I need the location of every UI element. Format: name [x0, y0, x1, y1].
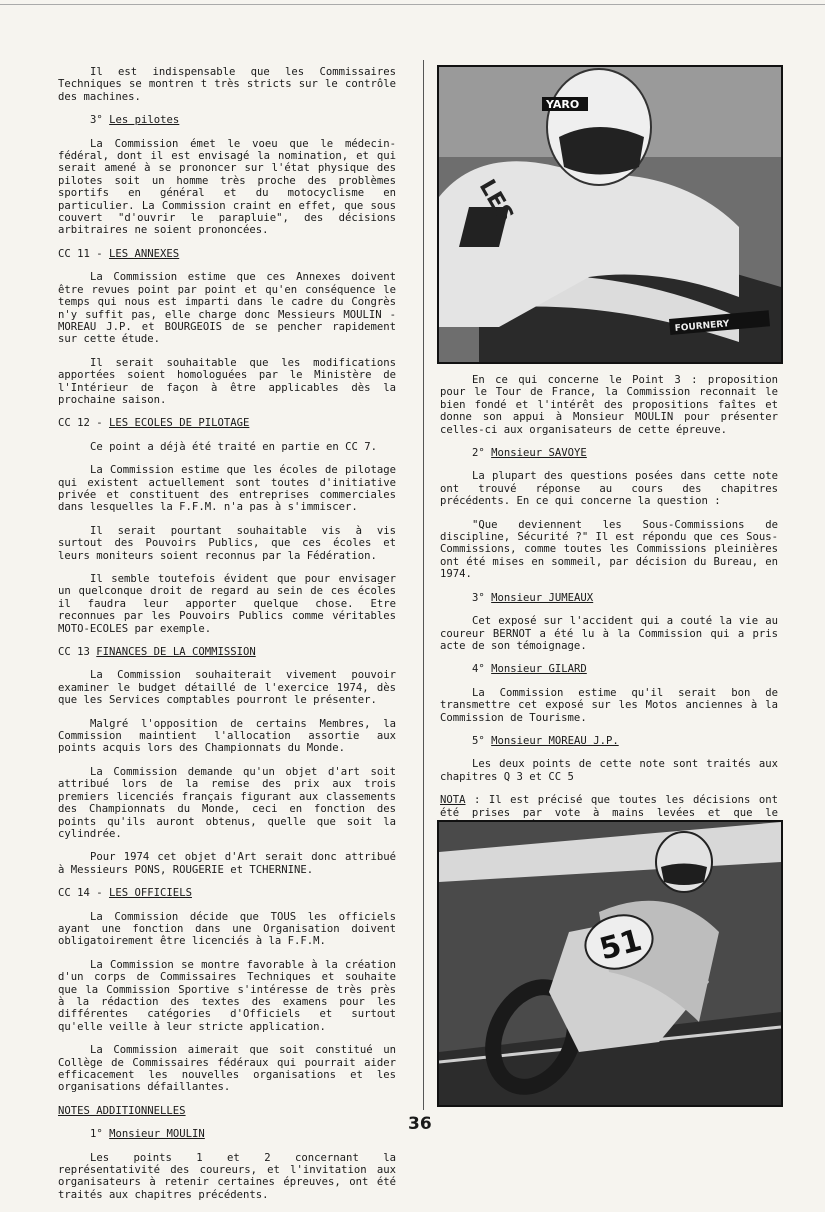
heading-title: Monsieur GILARD: [491, 663, 587, 676]
paragraph: La Commission estime que les écoles de pilotage qui existent actuellement sont toutes d'initiative privée et constituent des entreprises commerciales dans lesquelles la F.F.M. n'a pas à s'immiscer.: [58, 464, 396, 514]
paragraph: Il serait souhaitable que les modifications apportées soient homologuées par le Ministère de l'Intérieur de façon à être applicables dès la prochaine saison.: [58, 356, 396, 406]
heading-title: Monsieur MOULIN: [109, 1128, 205, 1141]
heading-prefix: CC 11 -: [58, 247, 110, 260]
paragraph: Il semble toutefois évident que pour envisager un quelconque droit de regard au sein de ces écoles il faudra leur apporter quelque chose. Etre reconnues par les Pouvoirs Publics comme véritables MOTO-ECOLES par exemple.: [58, 573, 396, 635]
paragraph: En ce qui concerne le Point 3 : proposition pour le Tour de France, la Commission reconnait le bien fondé et l'intérêt des propositions faîtes et donne son appui à Monsieur MOULIN pour présenter celles-ci aux organisateurs de cette épreuve.: [440, 374, 778, 436]
subsection-heading: [440, 447, 778, 459]
paragraph: Ce point a déjà été traité en partie en CC 7.: [90, 440, 378, 453]
bike-sponsor-text: FOURNERY: [674, 319, 730, 334]
heading-title: LES ECOLES DE PILOTAGE: [109, 417, 250, 430]
paragraph: Cet exposé sur l'accident qui a couté la vie au coureur BERNOT a été lu à la Commission qui a pris acte de son témoignage.: [440, 615, 778, 652]
paragraph: La Commission demande qu'un objet d'art soit attribué lors de la remise des prix aux trois premiers licenciés français figurant aux classements des Championnats du Monde, ceci en fonction des points qu'ils auront obtenus, quelle que soit la cylindrée.: [58, 765, 396, 840]
paragraph: La Commission estime que ces Annexes doivent être revues point par point et qu'en conséquence le temps qui nous est imparti dans le cadre du Congrès n'y suffit pas, elle charge donc Messieurs MOULIN - MOREAU J.P. et BOURGEOIS de se pencher rapidement sur cette étude.: [58, 271, 396, 346]
heading-prefix: 2°: [472, 447, 492, 460]
paragraph: Il serait pourtant souhaitable vis à vis surtout des Pouvoirs Publics, que ces écoles et leurs moniteurs soient reconnus par la Fédération.: [58, 524, 396, 562]
subsection-heading: [440, 735, 778, 747]
heading-title: LES ANNEXES: [109, 247, 180, 260]
paragraph: La Commission décide que TOUS les officiels ayant une fonction dans une Organisation doivent obligatoirement être licenciés à la F.F.M.: [58, 910, 396, 948]
race-number: 51: [596, 922, 646, 968]
subsection-heading: [440, 592, 778, 604]
heading-prefix: CC 13: [58, 646, 97, 659]
section-heading: [58, 887, 396, 899]
heading-prefix: 4°: [472, 663, 492, 676]
nota-label: NOTA: [440, 794, 466, 807]
heading-title: LES OFFICIELS: [109, 887, 192, 900]
heading-title: Monsieur JUMEAUX: [491, 591, 594, 604]
paragraph: Les points 1 et 2 concernant la représentativité des coureurs, et l'invitation aux organisateurs à retenir certaines épreuves, ont été traités aux chapitres précédents.: [58, 1151, 396, 1201]
paragraph: Pour 1974 cet objet d'Art serait donc attribué à Messieurs PONS, ROUGERIE et TCHERNINE.: [58, 851, 396, 876]
page-number: 36: [408, 1114, 432, 1134]
heading-title: FINANCES DE LA COMMISSION: [96, 646, 256, 659]
heading-title: Monsieur SAVOYE: [491, 447, 587, 460]
subsection-heading: [58, 114, 396, 126]
rider-illustration-top: [439, 67, 781, 362]
paragraph: Il est indispensable que les Commissaires Techniques se montren t très stricts sur le contrôle des machines.: [58, 66, 396, 103]
heading-prefix: 1°: [90, 1128, 110, 1141]
heading-title: Monsieur MOREAU J.P.: [491, 734, 619, 747]
subsection-heading: [58, 1128, 396, 1140]
heading-prefix: CC 14 -: [58, 887, 110, 900]
helmet-text: YARO: [546, 98, 580, 111]
heading-title: NOTES ADDITIONNELLES: [58, 1104, 186, 1117]
paragraph: La Commission souhaiterait vivement pouvoir examiner le budget détaillé de l'exercice 1974, dès que les Services comptables pourront le présenter.: [58, 669, 396, 707]
paragraph: Malgré l'opposition de certains Membres, la Commission maintient l'allocation assortie aux points acquis lors des Championnats du Monde.: [58, 717, 396, 755]
subsection-heading: [440, 663, 778, 675]
section-heading: [58, 1105, 396, 1117]
section-heading: [58, 248, 396, 260]
paragraph: La Commission estime qu'il serait bon de transmettre cet exposé sur les Motos anciennes à la Commission de Tourisme.: [440, 686, 778, 724]
left-column: [58, 66, 396, 1212]
paragraph: "Que deviennent les Sous-Commissions de discipline, Sécurité ?" Il est répondu que ces Sous-Commissions, comme toutes les Commissions pleinières ont été mises en sommeil, par décision du Bureau, en 1974.: [440, 518, 778, 581]
column-divider: [423, 60, 424, 1110]
heading-prefix: CC 12 -: [58, 417, 110, 430]
rider-photo-bottom: [437, 820, 783, 1107]
heading-prefix: 5°: [472, 734, 492, 747]
rider-photo-top: [437, 65, 783, 364]
paragraph: La Commission aimerait que soit constitué un Collège de Commissaires fédéraux qui pourrait aider efficacement les nouvelles organisations et les organisations défaillantes.: [58, 1044, 396, 1094]
section-heading: [58, 417, 396, 429]
heading-prefix: 3°: [472, 591, 492, 604]
rider-illustration-bottom: [439, 822, 781, 1105]
heading-title: Les pilotes: [109, 114, 180, 127]
nota-text: : Il est précisé que toutes les décisions ont été prises par vote à mains levées et que le: [440, 794, 778, 819]
page-top-edge: [0, 4, 825, 5]
paragraph: La Commission se montre favorable à la création d'un corps de Commissaires Techniques et souhaite que la Commission Sportive s'intéresse de très près à la rédaction des textes des examens pour les différentes catégories d'Officiels et surtout qu'elle veille à leur stricte application.: [58, 958, 396, 1033]
section-heading: [58, 646, 396, 658]
paragraph: Les deux points de cette note sont traités aux chapitres Q 3 et CC 5: [440, 758, 778, 783]
right-column: [440, 374, 778, 842]
paragraph: La plupart des questions posées dans cette note ont trouvé réponse au cours des chapitres précédents. En ce qui concerne la question :: [440, 470, 778, 508]
jersey-text: LES: [473, 175, 518, 227]
heading-prefix: 3°: [90, 114, 110, 127]
paragraph: La Commission émet le voeu que le médecin-fédéral, dont il est envisagé la nomination, et qui serait amené à se prononcer sur l'état physique des pilotes soit un homme très proche des problèmes sportifs en général et du motocyclisme en particulier. La Commission craint en effet, que sous couvert "d'ouvrir le parapluie", des décisions arbitraires ne soient prononcées.: [58, 137, 396, 237]
